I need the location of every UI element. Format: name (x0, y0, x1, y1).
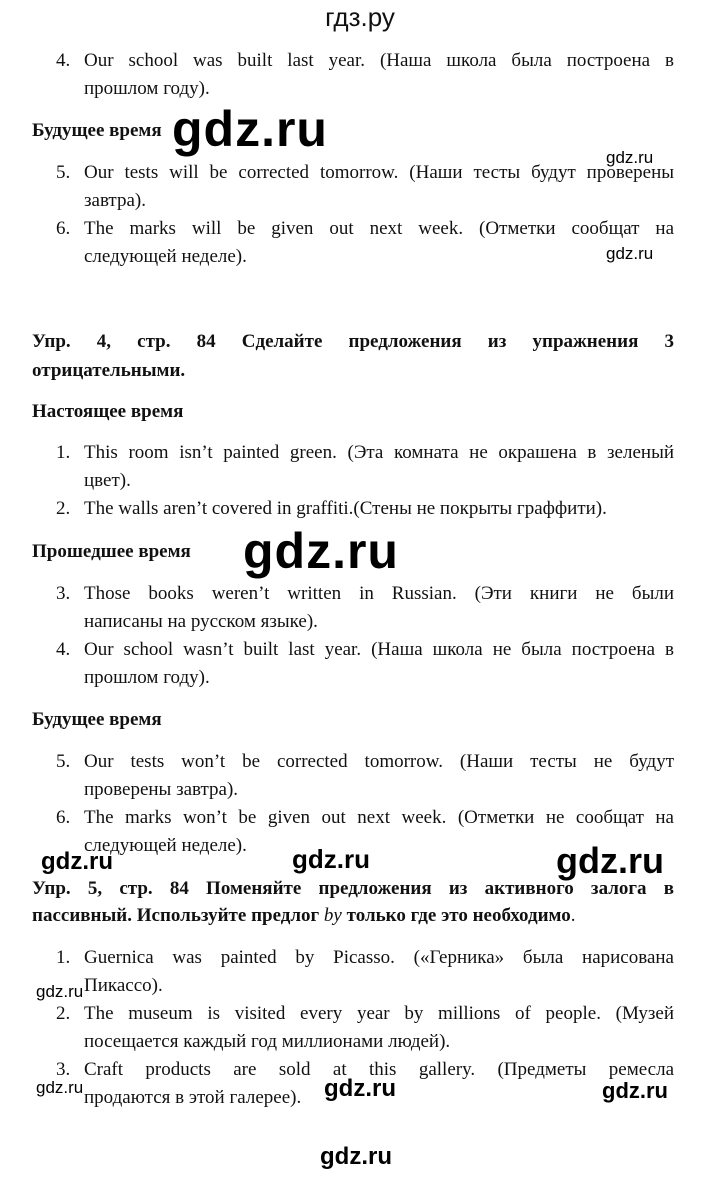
item-number: 3. (56, 583, 71, 604)
watermark: gdz.ru (556, 840, 664, 881)
item-text: Our school was built last year. (Наша школа была построена в (84, 50, 674, 71)
item-text: завтра). (84, 190, 146, 211)
exercise-title: Упр. 4, стр. 84 Сделайте предложения из упражнения 3 (32, 331, 674, 352)
item-number: 3. (56, 1059, 71, 1080)
item-text: Guernica was painted by Picasso. («Герника» была нарисована (84, 947, 674, 968)
watermark: gdz.ru (172, 101, 328, 157)
item-text: прошлом году). (84, 667, 210, 688)
page-header: гдз.ру (325, 2, 395, 32)
watermark: gdz.ru (606, 148, 654, 167)
watermark: gdz.ru (243, 523, 399, 579)
item-text: The marks will be given out next week. (Отметки сообщат на (84, 218, 674, 239)
section-heading: Будущее время (32, 709, 162, 730)
exercise-title: отрицательными. (32, 360, 186, 381)
watermark: gdz.ru (602, 1078, 668, 1103)
item-text: Craft products are sold at this gallery. (Предметы ремесла (84, 1059, 674, 1080)
exercise-title: Упр. 5, стр. 84 Поменяйте предложения из активного залога в (32, 878, 674, 899)
exercise-title-by: by (323, 905, 342, 926)
item-text: Those books weren’t written in Russian. (Эти книги не были (84, 583, 674, 604)
item-number: 2. (56, 498, 71, 519)
watermark: gdz.ru (324, 1075, 396, 1102)
section-heading: Настоящее время (32, 401, 184, 422)
exercise-title-part: . (570, 905, 576, 926)
exercise-title-part: пассивный. Используйте предлог (32, 905, 324, 926)
section-heading: Будущее время (32, 120, 162, 141)
item-number: 5. (56, 751, 71, 772)
watermark: gdz.ru (320, 1143, 392, 1170)
item-text: следующей неделе). (84, 246, 247, 267)
item-number: 5. (56, 162, 71, 183)
item-text: Our tests will be corrected tomorrow. (Наши тесты будут проверены (84, 162, 674, 183)
watermark: gdz.ru (41, 848, 113, 875)
item-number: 2. (56, 1003, 71, 1024)
item-text: посещается каждый год миллионами людей). (84, 1031, 451, 1052)
section-heading: Прошедшее время (32, 541, 191, 562)
watermark: gdz.ru (36, 982, 84, 1001)
item-text: The walls aren’t covered in graffiti.(Стены не покрыты граффити). (84, 498, 607, 519)
item-text: продаются в этой галерее). (84, 1087, 302, 1108)
item-text: цвет). (84, 470, 131, 491)
item-number: 6. (56, 218, 71, 239)
item-text: Our school wasn’t built last year. (Наша школа не была построена в (84, 639, 674, 660)
exercise-title-part: только где это необходимо (341, 905, 571, 926)
item-number: 1. (56, 442, 71, 463)
exercise-title (32, 905, 674, 927)
item-number: 1. (56, 947, 71, 968)
watermark: gdz.ru (606, 244, 654, 263)
item-number: 4. (56, 50, 71, 71)
item-text: прошлом году). (84, 78, 210, 99)
item-text: Our tests won’t be corrected tomorrow. (Наши тесты не будут (84, 751, 674, 772)
item-text: The marks won’t be given out next week. (Отметки не сообщат на (84, 807, 674, 828)
item-text: написаны на русском языке). (84, 611, 318, 632)
watermark: gdz.ru (292, 844, 370, 874)
item-text: This room isn’t painted green. (Эта комната не окрашена в зеленый (84, 442, 674, 463)
item-text: проверены завтра). (84, 779, 239, 800)
item-number: 4. (56, 639, 71, 660)
item-number: 6. (56, 807, 71, 828)
watermark: gdz.ru (36, 1078, 84, 1097)
item-text: Пикассо). (84, 975, 163, 996)
item-text: The museum is visited every year by millions of people. (Музей (84, 1003, 674, 1024)
item-text: следующей неделе). (84, 835, 247, 856)
